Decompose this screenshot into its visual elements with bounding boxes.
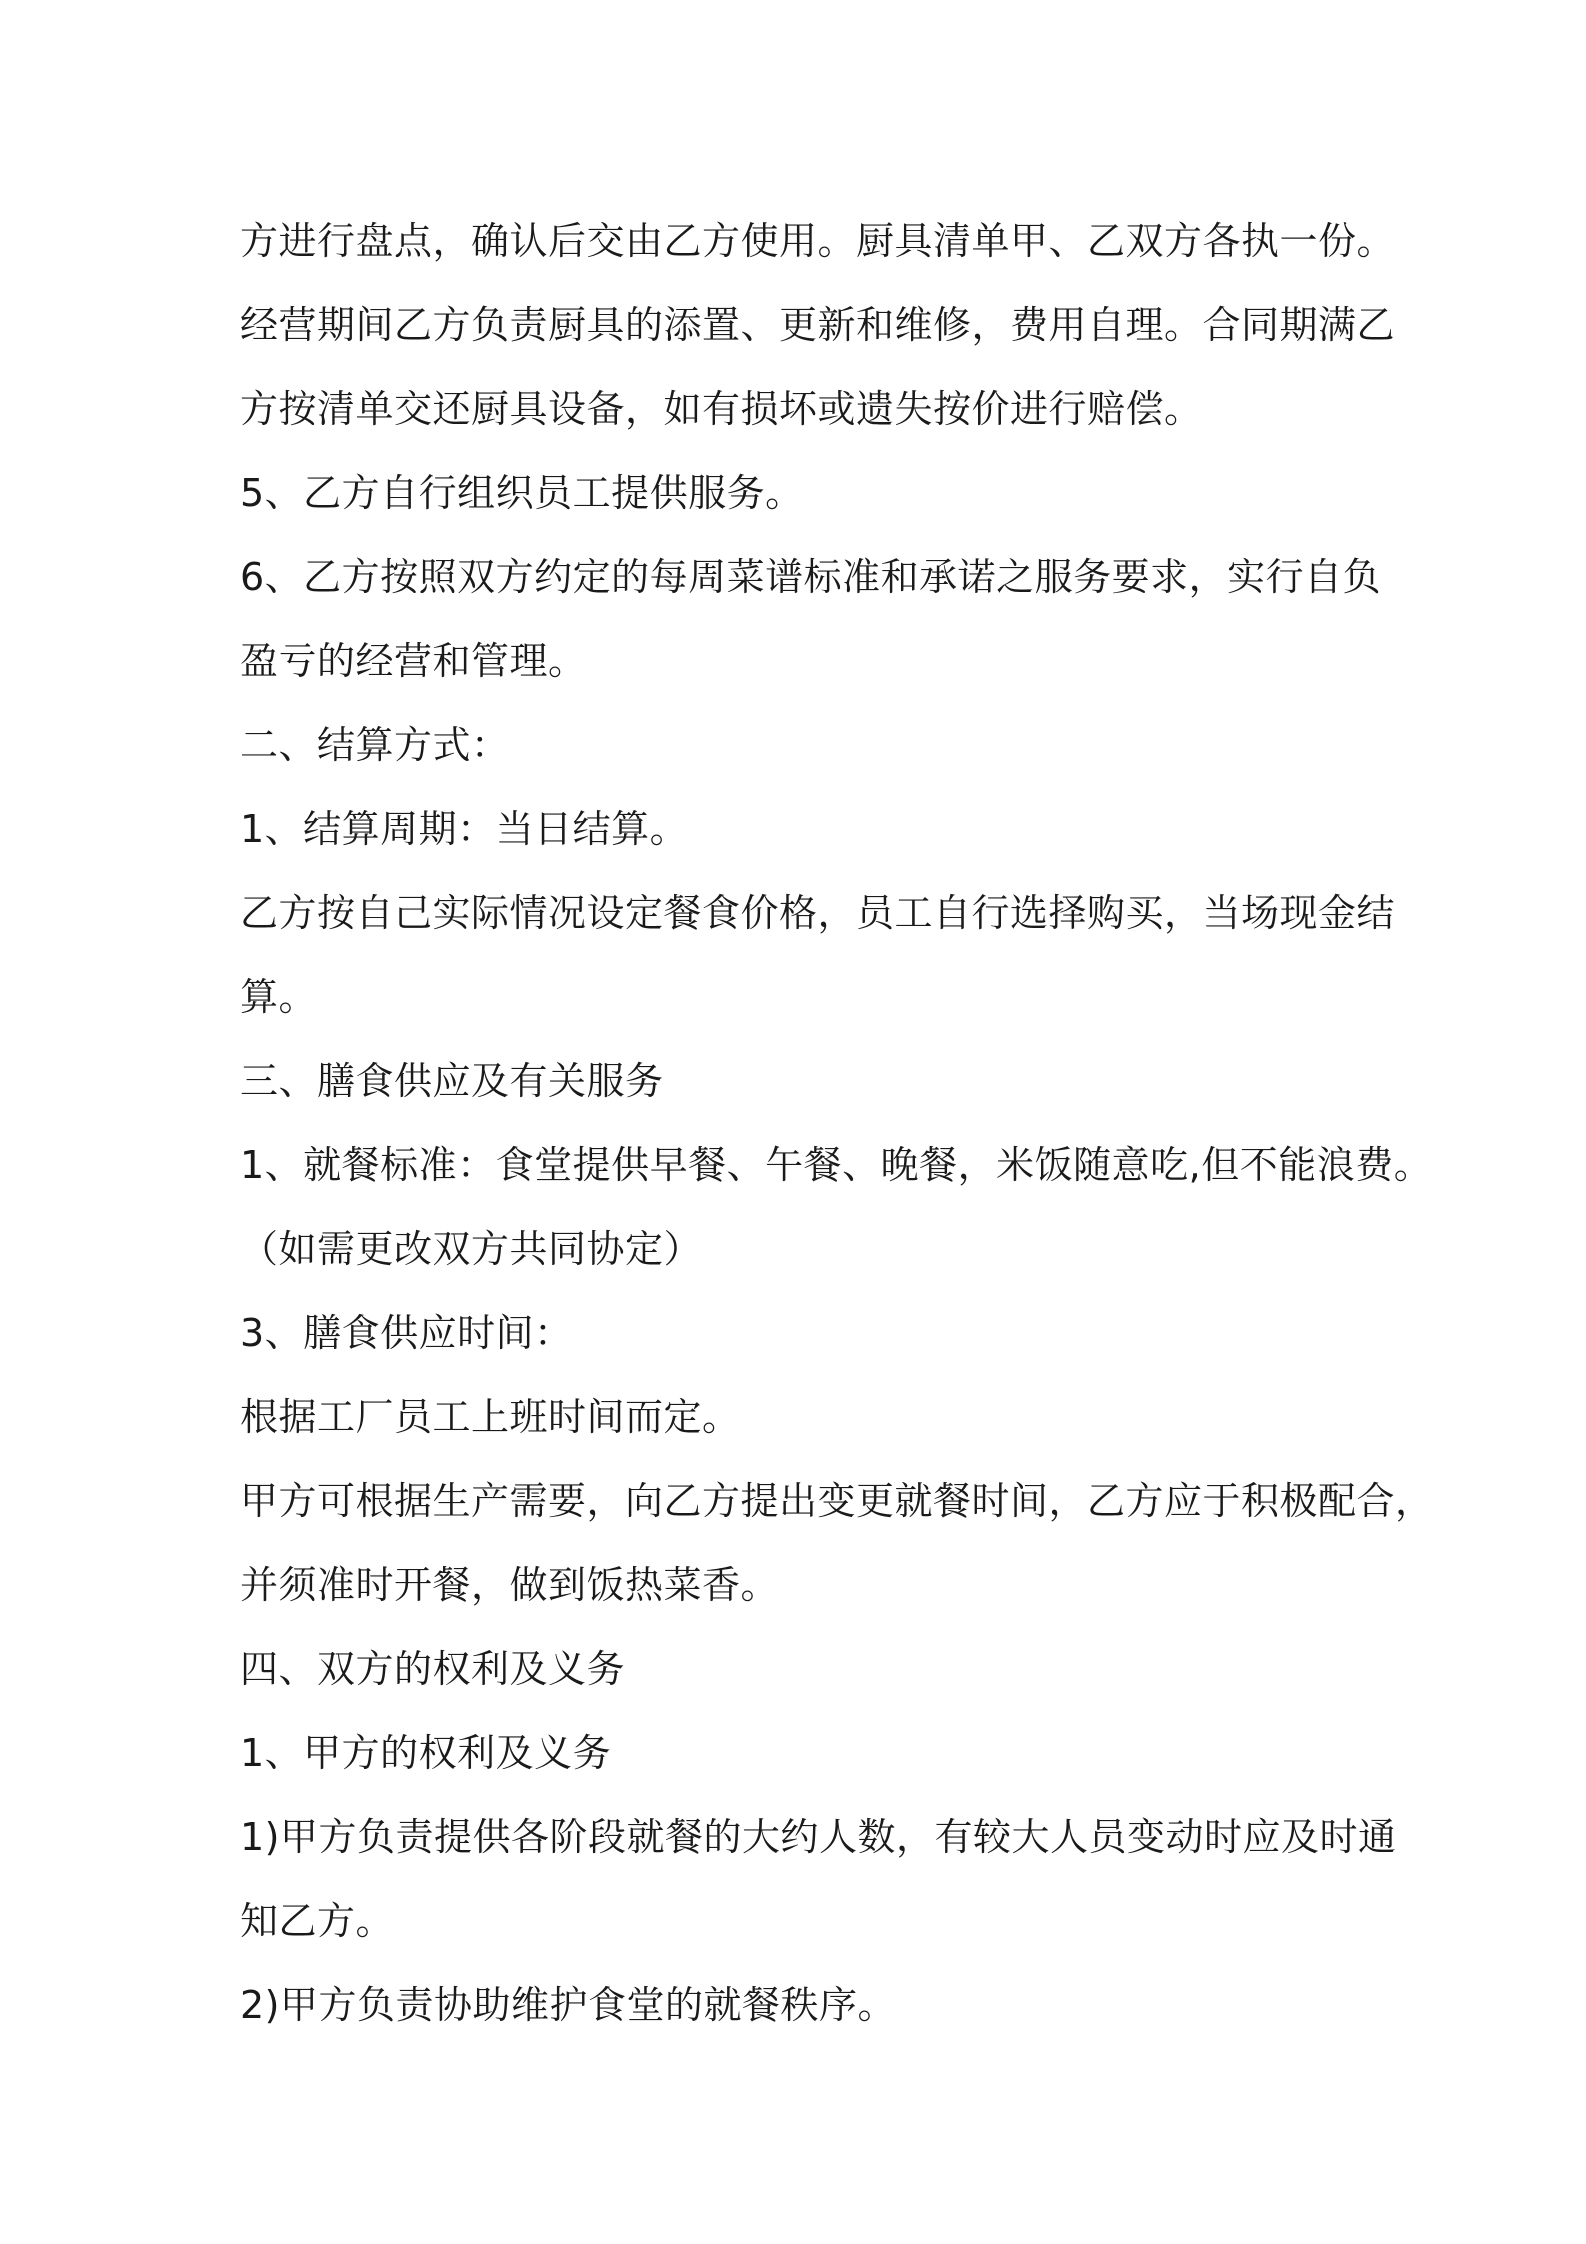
list-item: 1、甲方的权利及义务 [240, 1731, 612, 1775]
list-item: 5、乙方自行组织员工提供服务。 [240, 471, 804, 515]
list-item: 2)甲方负责协助维护食堂的就餐秩序。 [240, 1983, 897, 2027]
section-heading: 四、双方的权利及义务 [240, 1647, 626, 1691]
paragraph-line: 知乙方。 [240, 1899, 395, 1943]
section-heading: 二、结算方式： [240, 723, 510, 767]
list-item: 6、乙方按照双方约定的每周菜谱标准和承诺之服务要求，实行自负 [240, 555, 1382, 599]
paragraph-line: （如需更改双方共同协定） [240, 1227, 703, 1271]
list-item: 1)甲方负责提供各阶段就餐的大约人数，有较大人员变动时应及时通 [240, 1815, 1397, 1859]
paragraph-line: 方按清单交还厨具设备，如有损坏或遗失按价进行赔偿。 [240, 387, 1203, 431]
list-item: 3、膳食供应时间： [240, 1311, 573, 1355]
paragraph-line: 甲方可根据生产需要，向乙方提出变更就餐时间，乙方应于积极配合， [240, 1479, 1434, 1523]
paragraph-line: 方进行盘点，确认后交由乙方使用。厨具清单甲、乙双方各执一份。 [240, 219, 1396, 263]
paragraph-line: 经营期间乙方负责厨具的添置、更新和维修，费用自理。合同期满乙 [240, 303, 1396, 347]
section-heading: 三、膳食供应及有关服务 [240, 1059, 664, 1103]
document-body [240, 199, 1434, 2047]
paragraph-line: 算。 [240, 975, 318, 1019]
list-item: 1、结算周期：当日结算。 [240, 807, 689, 851]
paragraph-line: 根据工厂员工上班时间而定。 [240, 1395, 741, 1439]
paragraph-line: 并须准时开餐，做到饭热菜香。 [240, 1563, 780, 1607]
list-item: 1、就餐标准：食堂提供早餐、午餐、晚餐，米饭随意吃,但不能浪费。 [240, 1143, 1433, 1187]
paragraph-line: 乙方按自己实际情况设定餐食价格，员工自行选择购买，当场现金结 [240, 891, 1396, 935]
paragraph-line: 盈亏的经营和管理。 [240, 639, 587, 683]
